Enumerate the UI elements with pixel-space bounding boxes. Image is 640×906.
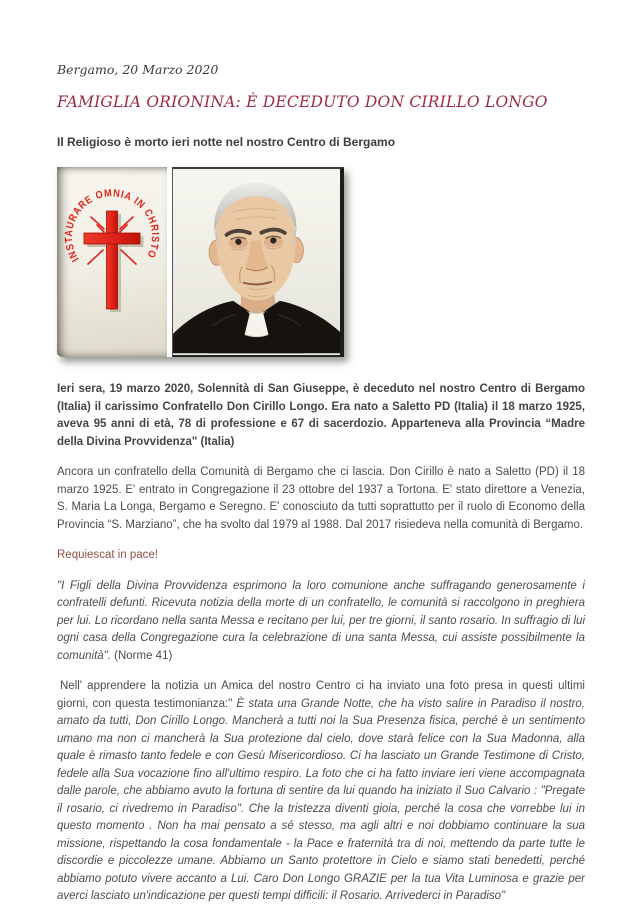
orione-emblem-panel — [57, 167, 167, 357]
testimony-quote: È stata una Grande Notte, che ha visto salire in Paradiso il nostro, amato da tutti, Don Cirillo Longo. Mancherà a tutti noi la Sua Presenza fisica, perché è un sentimento umano ma non ci mancherà la Sua protezione dal cielo, dove starà felice con la Sua Madonna, alla quale è rimasto tanto fedele e con Gesù Misericordioso. Ci ha lasciato un Grande Testimone di Cristo, fedele alla Sua vocazione fino all'ultimo respiro. La foto che ci ha fatto inviare ieri viene accompagnata dalle parole, che abbiamo avuto la fortuna di sentire da lui quando ha iniziato il Suo Calvario : "Pregate il rosario, ci rivedremo in Paradiso". Che la tristezza diventi gioia, perché la cosa che vorrebbe lui in questo momento . Non ha mai pensato a sé stesso, ma agli altri e noi dobbiamo continuare la sua missione, rispettando la cosa fondamentale - la Pace e fraternità tra di noi, mettendo da parte tutte le discordie e piccolezze umane. Abbiamo un Santo protettore in Cielo e siamo stati benedetti, perché abbiamo potuto vivere accanto a Lui. Caro Don Longo GRAZIE per la tua Vita Luminosa e grazie per averci lasciato un'indicazione per questi tempi difficili: il Rosario. Arrivederci in Paradiso" — [57, 697, 585, 902]
emblem-motto: INSTAURARE OMNIA IN CHRISTO — [62, 187, 162, 264]
article-subtitle: Il Religioso è morto ieri notte nel nostro Centro di Bergamo — [57, 135, 396, 149]
paragraph-announcement: Ieri sera, 19 marzo 2020, Solennità di San Giuseppe, è deceduto nel nostro Centro di Bergamo (Italia) il carissimo Confratello Don Cirillo Longo. Era nato a Saletto PD (Italia) il 18 marzo 1925, aveva 95 anni di età, 78 di professione e 67 di sacerdozio. Apparteneva alla Provincia “Madre della Divina Provvidenza" (Italia) — [57, 383, 585, 448]
paragraph-norme — [57, 578, 585, 666]
norme-quote: "I Figli della Divina Provvidenza esprimono la loro comunione anche suffragando generosamente i confratelli defunti. Ricevuta notizia della morte di un confratello, le comunità si raccolgono in preghiera per lui. Lo ricordano nella santa Messa e recitano per lui, per tre giorni, il santo rosario. In suffragio di lui ogni casa della Congregazione cura la celebrazione di una santa Messa, cui assiste possibilmente la comunità". — [57, 579, 585, 662]
norme-reference: (Norme 41) — [114, 649, 173, 662]
paragraph-testimony — [57, 678, 585, 906]
page-title: FAMIGLIA ORIONINA: È DECEDUTO DON CIRILLO LONGO — [57, 93, 548, 111]
dateline: Bergamo, 20 Marzo 2020 — [57, 62, 219, 77]
testimony-intro: Nell' apprendere la notizia un Amica del nostro Centro ci ha inviato una foto presa in questi ultimi giorni, con questa testimonianza:" — [57, 680, 585, 710]
requiescat-line: Requiescat in pace! — [57, 549, 159, 561]
orione-cross-icon — [57, 167, 167, 357]
paragraph-biography: Ancora un confratello della Comunità di Bergamo che ci lascia. Don Cirillo è nato a Saletto (PD) il 18 marzo 1925. E' entrato in Congregazione il 23 ottobre del 1937 a Tortona. E' stato direttore a Venezia, S. Maria La Longa, Bergamo e Seregno. E' conosciuto da tutti soprattutto per il ruolo di Economo della Provincia “S. Marziano”, che ha svolto dal 1979 al 1988. Dal 2017 risiedeva nella comunità di Bergamo. — [57, 466, 585, 531]
priest-photo — [172, 167, 344, 357]
priest-portrait-icon — [173, 169, 340, 355]
memorial-image — [57, 167, 344, 357]
